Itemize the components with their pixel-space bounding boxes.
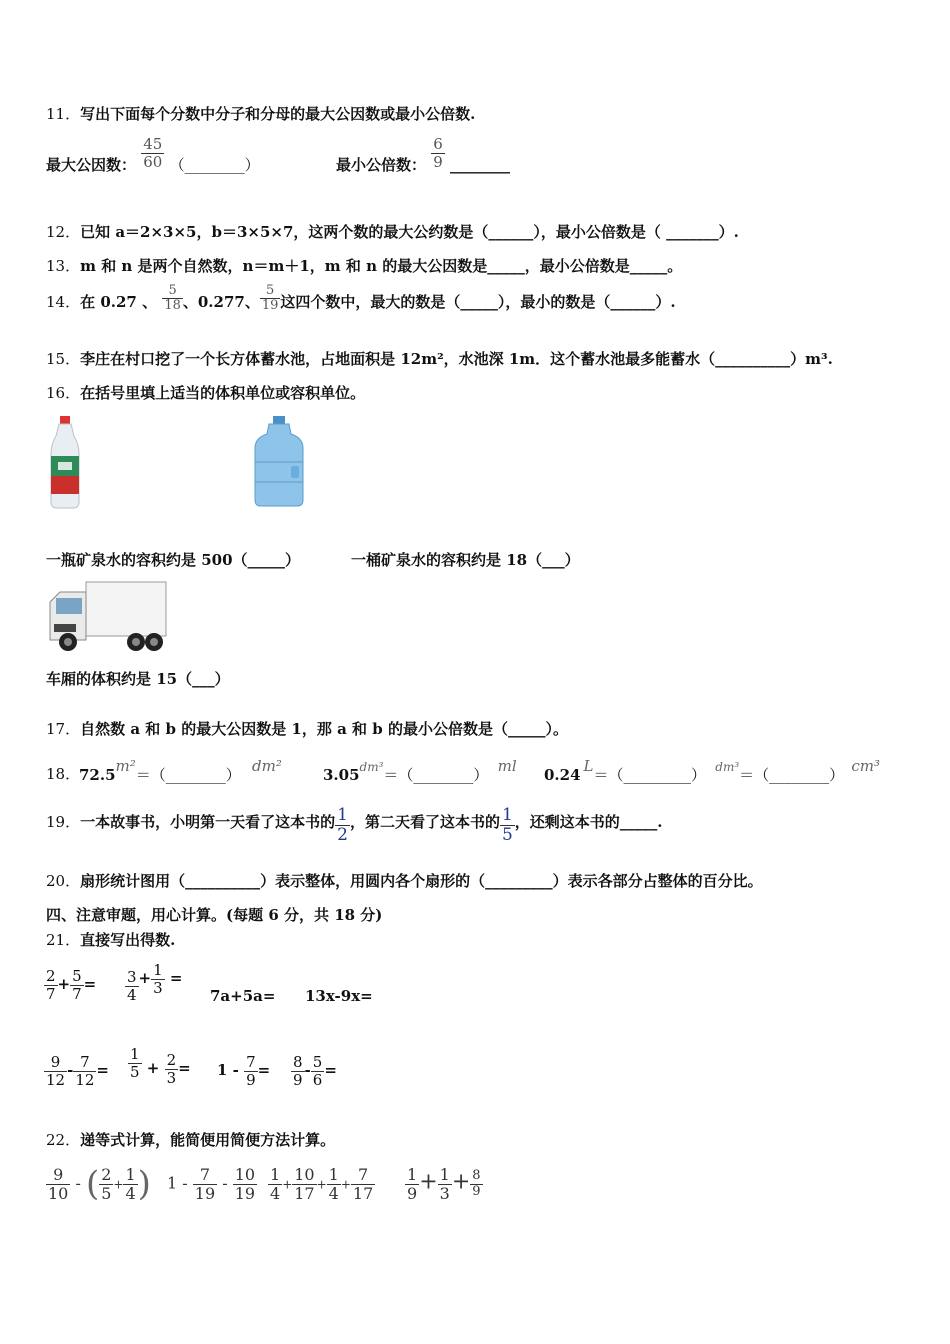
denominator: 19 — [194, 1183, 216, 1203]
text-part: 这四个数中，最大的数是（_____），最小的数是（______）. — [280, 292, 676, 311]
barrel-question: 一桶矿泉水的容积约是 18（___） — [351, 551, 580, 569]
fraction — [327, 1166, 341, 1202]
section-title: 四、注意审题，用心计算。(每题 6 分，共 18 分) — [46, 906, 383, 924]
operator: - — [217, 1173, 233, 1193]
question-text: 自然数 a 和 b 的最大公因数是 1，那 a 和 b 的最小公倍数是（_____）。 — [80, 720, 568, 738]
answer-blank[interactable]: ＝（________） — [135, 766, 241, 784]
question-number: 18． — [46, 765, 81, 783]
question-number: 11． — [46, 105, 81, 123]
text-part: 、0.277、 — [182, 292, 260, 311]
value: 3.05 — [323, 766, 360, 784]
value: 72.5 — [79, 766, 116, 784]
answer-blank[interactable]: ＝（_________） — [593, 766, 707, 784]
question-number: 17． — [46, 720, 81, 738]
fraction — [44, 968, 58, 1002]
numerator: 1 — [125, 1164, 136, 1184]
fraction-1-2 — [335, 806, 350, 844]
question-number: 12． — [46, 223, 81, 241]
numerator: 10 — [234, 1165, 256, 1184]
answer-blank[interactable]: （________） — [169, 156, 260, 174]
equals: = — [164, 969, 183, 987]
fraction — [70, 968, 84, 1002]
numerator: 6 — [433, 135, 443, 153]
question-text: 李庄在村口挖了一个长方体蓄水池，占地面积是 12m²，水池深 1m．这个蓄水池最多能蓄水（__________）m³. — [80, 350, 833, 368]
denominator: 12 — [46, 1070, 66, 1089]
water-bottle-image — [48, 414, 82, 510]
question-22 — [46, 1129, 335, 1150]
operator: + — [282, 1177, 293, 1192]
bottle-question: 一瓶矿泉水的容积约是 500（_____） — [46, 551, 301, 569]
water-barrel-image — [253, 416, 305, 508]
denominator: 4 — [270, 1183, 281, 1203]
unit: dm³ — [715, 760, 740, 774]
q21-r2-e4 — [291, 1054, 337, 1088]
denominator: 3 — [439, 1183, 450, 1203]
denominator: 17 — [294, 1183, 315, 1203]
numerator: 45 — [143, 135, 163, 153]
q21-r2-e2 — [128, 1045, 191, 1087]
unit: dm³ — [359, 760, 384, 774]
fraction-1-5 — [500, 806, 515, 844]
left-paren: ( — [85, 1164, 100, 1204]
question-19 — [46, 806, 663, 844]
fraction — [165, 1052, 179, 1086]
denominator: 7 — [46, 984, 56, 1003]
unit: L — [583, 757, 594, 775]
question-number: 19． — [46, 813, 81, 832]
equals: = — [257, 1061, 271, 1079]
unit: ml — [497, 757, 517, 775]
fraction — [44, 1054, 67, 1088]
unit: cm³ — [851, 757, 881, 775]
q22-e2 — [167, 1166, 257, 1202]
operator: - — [304, 1061, 311, 1079]
fraction — [351, 1166, 375, 1202]
numerator: 1 — [328, 1165, 339, 1184]
numerator: 7 — [351, 1166, 375, 1185]
equals: = — [324, 1061, 337, 1079]
fraction — [291, 1054, 305, 1088]
unit: m² — [115, 757, 136, 775]
question-11 — [46, 103, 475, 124]
fraction — [193, 1166, 217, 1202]
question-number: 21． — [46, 931, 81, 949]
operator: + — [451, 1169, 471, 1195]
q18-item-3 — [544, 755, 881, 784]
denominator: 17 — [352, 1183, 374, 1203]
q21-r2-e3 — [217, 1054, 270, 1088]
numerator: 1 — [270, 1165, 281, 1184]
unit: dm² — [252, 757, 282, 775]
question-17 — [46, 718, 568, 739]
numerator: 8 — [293, 1053, 303, 1071]
denominator: 19 — [261, 298, 279, 314]
numerator: 2 — [166, 1051, 177, 1069]
question-text: 写出下面每个分数中分子和分母的最大公因数或最小公倍数. — [80, 105, 476, 123]
fraction — [99, 1166, 113, 1202]
operator: + — [419, 1169, 438, 1195]
fraction — [244, 1054, 258, 1088]
denominator: 60 — [143, 152, 163, 171]
fraction — [292, 1166, 316, 1202]
numerator: 1 — [439, 1165, 450, 1184]
fraction — [438, 1166, 452, 1202]
numerator: 7 — [193, 1166, 217, 1185]
fraction-5-18 — [162, 284, 183, 314]
denominator: 4 — [328, 1183, 339, 1203]
numerator: 2 — [46, 967, 56, 985]
truck-image — [46, 580, 168, 654]
numerator: 3 — [127, 968, 137, 986]
text-part: 一本故事书，小明第一天看了这本书的 — [80, 813, 336, 832]
question-15 — [46, 348, 833, 369]
fraction-45-60 — [141, 136, 164, 170]
text-part: 1 - — [217, 1061, 245, 1079]
numerator: 5 — [312, 1053, 323, 1071]
operator: + — [57, 975, 71, 993]
question-16 — [46, 382, 365, 403]
numerator: 5 — [72, 967, 82, 985]
q21-r1-e3: 7a+5a= — [210, 987, 276, 1005]
numerator: 1 — [337, 805, 348, 825]
fraction — [311, 1054, 325, 1088]
fraction — [151, 962, 165, 996]
question-text: 递等式计算，能简便用简便方法计算。 — [80, 1131, 336, 1149]
text-part: ，还剩这本书的_____. — [514, 813, 663, 832]
equals: = — [96, 1061, 109, 1079]
denominator: 7 — [72, 984, 82, 1003]
fraction — [233, 1166, 257, 1202]
text-part: 在 0.27 、 — [80, 292, 158, 311]
question-number: 15． — [46, 350, 81, 368]
operator: + — [141, 1059, 165, 1077]
numerator: 8 — [472, 1168, 481, 1184]
denominator: 3 — [166, 1068, 177, 1087]
denominator: 9 — [407, 1183, 418, 1203]
denominator: 9 — [293, 1070, 303, 1089]
q22-e1 — [46, 1164, 151, 1204]
q18-item-1 — [79, 755, 282, 784]
question-20 — [46, 870, 763, 891]
value: 0.24 — [544, 766, 581, 784]
numerator: 1 — [130, 1045, 140, 1063]
operator: - — [67, 1061, 74, 1079]
lcm-label: 最小公倍数： — [336, 156, 427, 174]
denominator: 5 — [501, 824, 513, 845]
fraction — [46, 1166, 70, 1202]
fraction — [123, 1166, 137, 1202]
question-18 — [46, 763, 80, 784]
q22-e4 — [405, 1166, 483, 1202]
question-text: 直接写出得数. — [80, 931, 176, 949]
question-number: 13． — [46, 257, 81, 275]
q21-r2-e1 — [44, 1054, 109, 1088]
operator: + — [316, 1177, 327, 1192]
numerator: 10 — [294, 1165, 315, 1184]
numerator: 5 — [162, 284, 183, 299]
answer-blank[interactable]: ＝（________） — [383, 766, 489, 784]
fraction — [73, 1054, 96, 1088]
denominator: 4 — [125, 1183, 136, 1203]
fraction-6-9 — [431, 136, 445, 170]
question-text: 在括号里填上适当的体积单位或容积单位。 — [80, 384, 366, 402]
question-12 — [46, 221, 739, 242]
q21-r1-e1 — [44, 968, 96, 1002]
q11-lcm-item — [336, 135, 511, 174]
text-part: ，第二天看了这本书的 — [349, 813, 500, 832]
text-part: 1 - — [167, 1173, 193, 1193]
numerator: 7 — [246, 1053, 256, 1071]
numerator: 1 — [407, 1165, 418, 1184]
operator: - — [70, 1173, 86, 1193]
q18-item-2 — [323, 755, 517, 784]
denominator: 2 — [337, 824, 348, 845]
gcd-label: 最大公因数： — [46, 156, 137, 174]
denominator: 9 — [472, 1183, 481, 1199]
numerator: 9 — [44, 1054, 67, 1072]
question-21 — [46, 929, 175, 950]
denominator: 5 — [101, 1183, 112, 1203]
denominator: 4 — [127, 985, 137, 1004]
equals: = — [83, 975, 97, 993]
denominator: 19 — [234, 1183, 256, 1203]
denominator: 6 — [312, 1070, 323, 1089]
denominator: 18 — [164, 298, 181, 314]
fraction — [268, 1166, 282, 1202]
denominator: 5 — [130, 1062, 140, 1081]
operator: + — [113, 1177, 124, 1192]
question-text: m 和 n 是两个自然数，n＝m＋1，m 和 n 的最大公因数是_____，最小公倍数是_____。 — [80, 257, 683, 275]
question-text: 扇形统计图用（__________）表示整体，用圆内各个扇形的（_________）表示各部分占整体的百分比。 — [80, 872, 763, 890]
question-number: 22． — [46, 1131, 81, 1149]
numerator: 5 — [260, 284, 281, 299]
question-number: 16． — [46, 384, 81, 402]
fraction — [470, 1169, 482, 1199]
numerator: 9 — [46, 1166, 70, 1185]
denominator: 3 — [153, 978, 163, 997]
q22-e3 — [268, 1166, 375, 1202]
q11-gcd-item — [46, 135, 260, 174]
q21-r1-e4: 13x-9x= — [305, 987, 373, 1005]
truck-question: 车厢的体积约是 15（___） — [46, 670, 230, 688]
operator: + — [138, 969, 152, 987]
denominator: 12 — [75, 1070, 95, 1089]
numerator: 7 — [73, 1054, 96, 1072]
q21-r1-e2 — [125, 961, 183, 1004]
denominator: 10 — [48, 1183, 69, 1203]
operator: + — [340, 1177, 351, 1192]
denominator: 9 — [246, 1070, 256, 1089]
equals: = — [178, 1059, 191, 1077]
fraction-5-19 — [260, 284, 281, 314]
numerator: 1 — [501, 805, 513, 825]
question-number: 14． — [46, 292, 81, 311]
fraction — [125, 969, 139, 1003]
answer-blank[interactable]: ________ — [450, 156, 511, 174]
numerator: 2 — [101, 1164, 112, 1184]
question-text: 已知 a＝2×3×5，b＝3×5×7，这两个数的最大公约数是（______），最小公倍数是（ _______）. — [80, 223, 739, 241]
fraction — [405, 1166, 419, 1202]
fraction — [128, 1046, 142, 1080]
right-paren: ) — [137, 1164, 151, 1204]
answer-blank[interactable]: ＝（________） — [739, 766, 845, 784]
denominator: 9 — [433, 152, 443, 171]
numerator: 1 — [153, 961, 163, 979]
question-number: 20． — [46, 872, 81, 890]
question-13 — [46, 255, 682, 276]
question-14 — [46, 284, 676, 314]
